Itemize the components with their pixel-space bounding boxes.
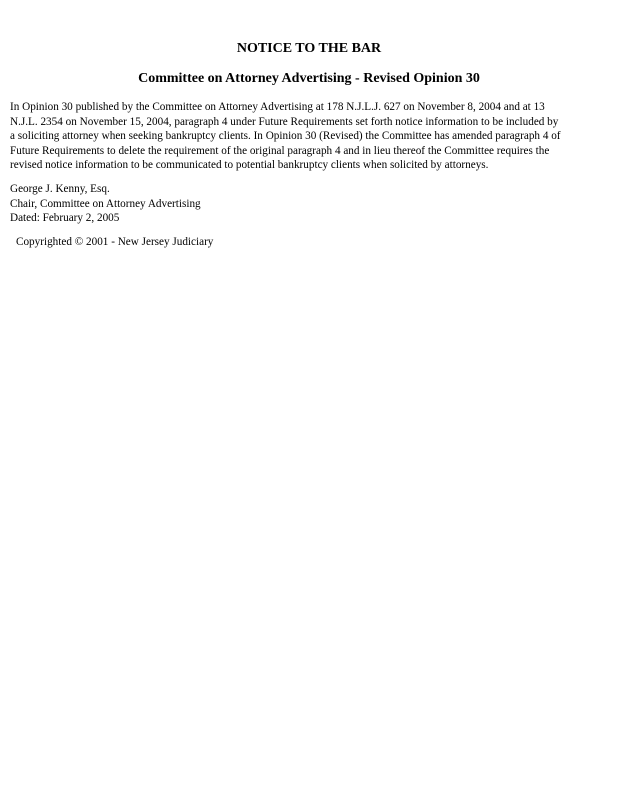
body-line: In Opinion 30 published by the Committee on Attorney Advertising at 178 N.J.L.J. 627 on November 8, 2004 and at 13 xyxy=(10,101,545,113)
body-line: Future Requirements to delete the requirement of the original paragraph 4 and in lieu thereof the Committee requires the xyxy=(10,144,550,157)
signatory-position: Chair, Committee on Attorney Advertising xyxy=(10,197,201,210)
signature-date: Dated: February 2, 2005 xyxy=(10,212,120,225)
opinion-subtitle: Committee on Attorney Advertising - Revised Opinion 30 xyxy=(138,71,480,86)
body-paragraph xyxy=(10,100,610,173)
copyright-notice: Copyrighted © 2001 - New Jersey Judiciary xyxy=(16,236,214,248)
signature-block xyxy=(10,182,201,226)
body-line: N.J.L. 2354 on November 15, 2004, paragraph 4 under Future Requirements set forth notice information to be included by xyxy=(10,115,559,128)
notice-title: NOTICE TO THE BAR xyxy=(236,41,382,56)
signatory-name: George J. Kenny, Esq. xyxy=(10,183,110,195)
body-line: revised notice information to be communicated to potential bankruptcy clients when solicited by attorneys. xyxy=(10,159,489,172)
body-line: a soliciting attorney when seeking bankruptcy clients. In Opinion 30 (Revised) the Committee has amended paragraph 4 of xyxy=(10,130,561,143)
